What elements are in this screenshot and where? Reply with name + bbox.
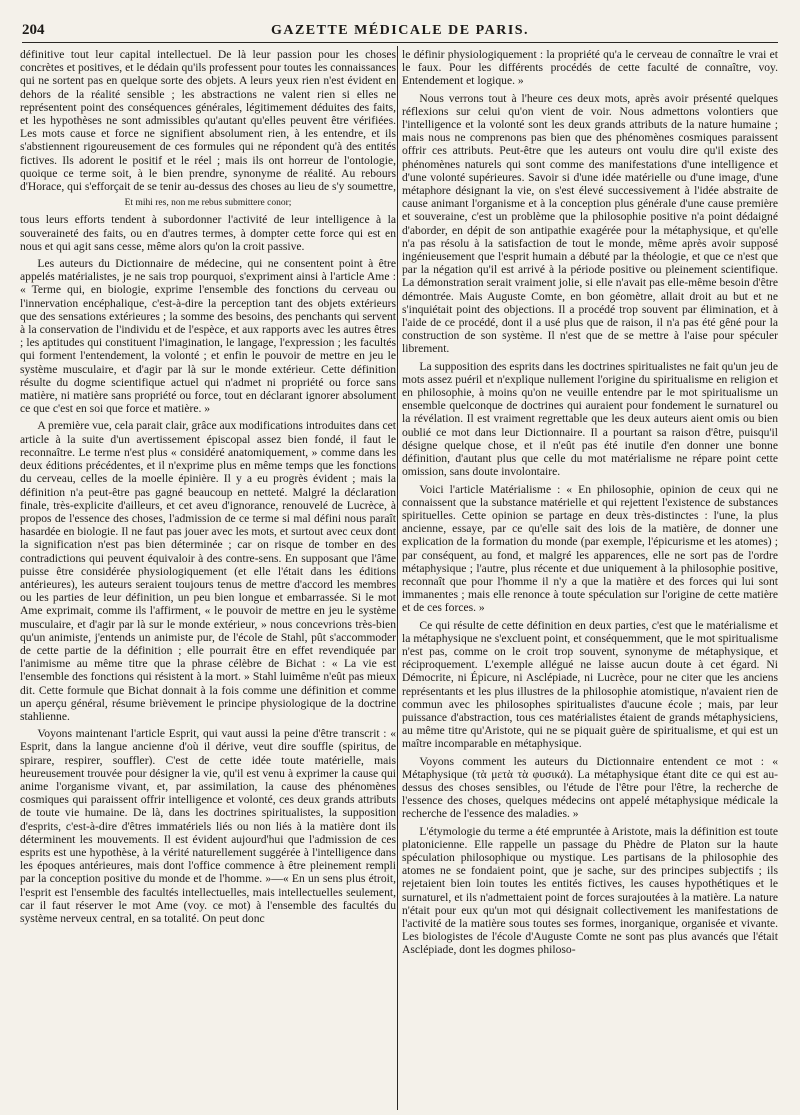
- paragraph: tous leurs efforts tendent à subordonner l'activité de leur intelligence à la souveraineté des faits, ou en d'autres termes, à dompter cette force qui est en nous et qui agit sans cesse, même alors qu'on la croit passive.: [20, 213, 396, 253]
- column-divider: [397, 46, 398, 1110]
- journal-title: GAZETTE MÉDICALE DE PARIS.: [270, 23, 530, 38]
- paragraph: Voyons maintenant l'article Esprit, qui vaut aussi la peine d'être transcrit : « Esprit, dans la langue ancienne d'où il dérive, veut dire souffle (spiritus, de spirare, respirer, souffler). C'est de cette idée toute matérielle, mais heureusement trouvée pour désigner la vie, qu'il est venu à exprimer la cause qui anime l'organisme vivant, et, par assimilation, la cause des phénomènes cosmiques qui paraissent offrir intelligence et volonté, ces deux grands attributs de toute vie humaine. De là, dans les doctrines spiritualistes, la supposition d'esprits, c'est-à-dire d'êtres immatériels liés ou non liés à la matière dont ils déterminent les mouvements. Il est évident aujourd'hui que l'admission de ces esprits est une hypothèse, à la vérité naturellement suggérée à l'intelligence dans les époques antérieures, mais dont l'office commence à être pleinement rempli par la conception positive du monde et de l'homme. »—« En un sens plus étroit, l'esprit est l'ensemble des facultés intellectuelles, mais intellectuelles seulement, car il faut réserver le mot Ame (voy. ce mot) à l'ensemble des facultés du système nerveux central, en sa totalité. On peut donc: [20, 727, 396, 925]
- paragraph: Ce qui résulte de cette définition en deux parties, c'est que le matérialisme et la métaphysique ne s'excluent point, et conséquemment, que le mot spiritualisme n'est pas, comme on le croit trop souvent, synonyme de métaphysique, et réciproquement. L'exemple allégué ne laisse aucun doute à cet égard. Ni Démocrite, ni Épicure, ni Asclépiade, ni Lucrèce, pour ne citer que les anciens représentants et les plus illustres de la philosophie atomistique, n'avaient rien de commun avec les philosophes spiritualistes d'aucune école ; mais, par leur puissance d'abstraction, tous ces matérialistes étaient de grands métaphysiciens, au même titre qu'Aristote, qui ne se piquait guère de spiritualisme, et qui est un maître incomparable en métaphysique.: [402, 618, 778, 751]
- page-header: [22, 22, 778, 43]
- paragraph: le définir physiologiquement : la propriété qu'a le cerveau de connaître le vrai et le faux. Pour les différents procédés de cette faculté de connaître, voy. Entendement et logique. »: [402, 48, 778, 88]
- paragraph: Voyons comment les auteurs du Dictionnaire entendent ce mot : « Métaphysique (τὰ μετὰ τὰ φυσικά). La métaphysique étant dite ce qui est au-dessus des choses sensibles, ou l'étude de l'être pour l'être, la recherche de l'essence des choses, quelques médecins ont appelé métaphysique médicale la recherche de l'essence des maladies. »: [402, 754, 778, 821]
- paragraph: définitive tout leur capital intellectuel. De là leur passion pour les choses concrètes et positives, et le dédain qu'ils professent pour toutes les connaissances qui ne sortent pas en quelque sorte des objets. A leurs yeux rien n'est évident en dehors de la réalité sensible ; les abstractions ne valent rien si elles ne représentent point des conséquences générales, légitimement déduites des faits, et les hypothèses ne sont admissibles qu'autant qu'elles peuvent être vérifiées. Les mots cause et force ne signifient absolument rien, à les entendre, et ils s'abstiennent rigoureusement de ces formules qui ne répondent qu'à des entités fictives. Ils adorent le positif et le réel ; mais ils ont horreur de l'ontologie, quoique ce terme soit, à le bien prendre, synonyme de réalité. Au rebours d'Horace, qui s'efforçait de se tenir au-dessus des choses au lieu de s'y soumettre,: [20, 48, 396, 194]
- left-column: [20, 48, 396, 1108]
- latin-verse: Et mihi res, non me rebus submittere conor;: [124, 198, 292, 209]
- page-number: 204: [22, 22, 45, 38]
- paragraph: A première vue, cela parait clair, grâce aux modifications introduites dans cet article à la suite d'un avertissement épiscopal assez bien fondé, il faut le reconnaître. Le terme n'est plus « considéré anatomiquement, » comme dans les deux éditions précédentes, et il n'exprime plus en même temps que les fonctions du cerveau, celles de la moelle épinière. Il y a eu progrès évident ; mais la définition n'a peut-être pas gagné beaucoup en netteté. Malgré la déclaration finale, très-explicite d'ailleurs, et cet aveu d'ignorance, renouvelé de Lucrèce, à propos de l'essence des choses, l'admission de ce terme si mal défini nous paraît hasardée en biologie. Il ne faut pas jouer avec les mots, et surtout avec ceux dont la signification n'est pas bien déterminée ; car on risque de tomber en des contradictions qui peuvent équivaloir à des contre-sens. En supposant que l'âme puisse être considérée physiologiquement (et elle l'était dans les éditions antérieures), les auteurs seraient toujours tenus de mettre d'accord les membres ou les parties de leur définition, un peu bien longue et embarrassée. Si le mot Ame exprimait, comme ils l'affirment, « le pouvoir de mettre en jeu le système musculaire, et d'agir par là sur le monde extérieur, » nous concevrions très-bien qu'un animiste, j'entends un animiste pur, de l'école de Stahl, pût s'accommoder de cette partie de la définition ; elle pourrait être en effet revendiquée par l'animisme au même titre que la phrase célèbre de Bichat : « La vie est l'ensemble des fonctions qui résistent à la mort. » Stahl luimême n'eût pas mieux dit. Cette formule que Bichat donnait à la fois comme une définition et comme un aperçu général, résume brièvement le principe physiologique de la doctrine stahlienne.: [20, 419, 396, 723]
- paragraph: La supposition des esprits dans les doctrines spiritualistes ne fait qu'un jeu de mots assez puéril et n'explique nullement l'origine du spiritualisme en religion et en philosophie, à moins qu'on ne veuille entendre par le mot spiritualisme un ensemble quelconque de doctrines qui auraient pour fondement le surnaturel ou la révélation. Il est vraiment regrettable que les deux auteurs aient omis ou bien oublié ce mot dans leur Dictionnaire. Il a pourtant sa raison d'être, puisqu'il désigne quelque chose, et il n'eût pas été inutile d'en donner une bonne définition, d'autant plus que celle du mot matérialisme ne répare point cette omission, sans doute involontaire.: [402, 359, 778, 479]
- right-column: [402, 48, 778, 1108]
- paragraph: Voici l'article Matérialisme : « En philosophie, opinion de ceux qui ne connaissent que la substance matérielle et qui rejettent l'existence de substances spirituelles. Cette opinion se partage en deux très-distinctes : l'une, la plus ancienne, essaye, par ce qu'elle sait des lois de la matière, de donner une explication de la formation du monde (par exemple, l'épicurisme et les atomes) ; par conséquent, au fond, et malgré les apparences, elle ne sort pas de l'ordre métaphysique ; l'autre, plus récente et due uniquement à la philosophie positive, reconnaît que pour l'homme il n'y a que la matière et des forces qui lui sont immanentes ; mais elle renonce à toute spéculation sur l'origine de cette matière et de ces forces. »: [402, 482, 778, 615]
- paragraph: L'étymologie du terme a été empruntée à Aristote, mais la définition est toute platonicienne. Elle rappelle un passage du Phèdre de Platon sur la haute spéculation philosophique ou mystique. Les partisans de la philosophie des atomes ne se fondaient point, que je sache, sur des principes subjectifs ; ils rejetaient bien loin toutes les entités fictives, les causes hypothétiques et le surnaturel, et ils n'admettaient point de forces surajoutées à la matière. La nature n'était pour eux qu'un mot qui désignait collectivement les manifestations de l'activité de la matière sous toutes ses formes, inorganique, organisée et vivante. Les biologistes de l'école d'Auguste Comte ne sont pas plus avancés que l'était Asclépiade, dont les dogmes philoso-: [402, 824, 778, 957]
- paragraph: Nous verrons tout à l'heure ces deux mots, après avoir présenté quelques réflexions sur celui qu'on vient de voir. Nous admettons volontiers que l'intelligence et la volonté sont les deux grands attributs de la nature humaine ; mais nous ne comprenons pas bien que des phénomènes cosmiques paraissent offrir ces attributs. Peut-être que les auteurs ont voulu dire qu'il existe des phénomènes naturels qui sont comme des manifestations d'une intelligence et d'une volonté supérieures. Savoir si d'une idée matérielle ou d'une image, d'une métaphore désignant la vie, on s'est élevé successivement à l'idée abstraite de cause animant l'organisme et à la conception plus générale d'une cause première et souveraine, c'est un problème que la philosophie positive n'a point dédaigné d'aborder, en dépit de son antipathie exagérée pour la métaphysique, et qu'elle n'a pas résolu à la satisfaction de tout le monde, même après avoir supposé ingénieusement que l'esprit humain a débuté par la théologie, et que ce n'est que par la négation qu'il est arrivé à la période positive ou pleinement scientifique. La démonstration serait vraiment jolie, si elle n'avait pas elle-même besoin d'être démontrée. Mais Auguste Comte, en bon géomètre, allait droit au but et ne s'inquiétait point des objections. Il a procédé trop souvent par élimination, et à l'aide de ce procédé, dont il a usé plus que de raison, il n'a pas été gêné pour la construction de son système. Il n'est que de se mettre à l'aise pour spéculer librement.: [402, 91, 778, 356]
- paragraph: Les auteurs du Dictionnaire de médecine, qui ne consentent point à être appelés matérialistes, je ne sais trop pourquoi, s'expriment ainsi à l'article Ame : « Terme qui, en biologie, exprime l'ensemble des fonctions du cerveau ou l'innervation encéphalique, c'est-à-dire la perception tant des objets extérieurs que des sensations extérieures ; la somme des besoins, des penchants qui servent à la conservation de l'individu et de l'espèce, et aux rapports avec les autres êtres ; les aptitudes qui constituent l'imagination, le langage, l'expression ; les facultés qui forment l'entendement, la volonté ; et enfin le pouvoir de mettre en jeu le système musculaire, et d'agir par là sur le monde extérieur. Cette définition résulte du dogme scientifique actuel qui n'admet ni propriété ou force sans matière, ni matière sans propriété ou force, tout en déclarant ignorer absolument ce que c'est en soi que force et matière. »: [20, 257, 396, 416]
